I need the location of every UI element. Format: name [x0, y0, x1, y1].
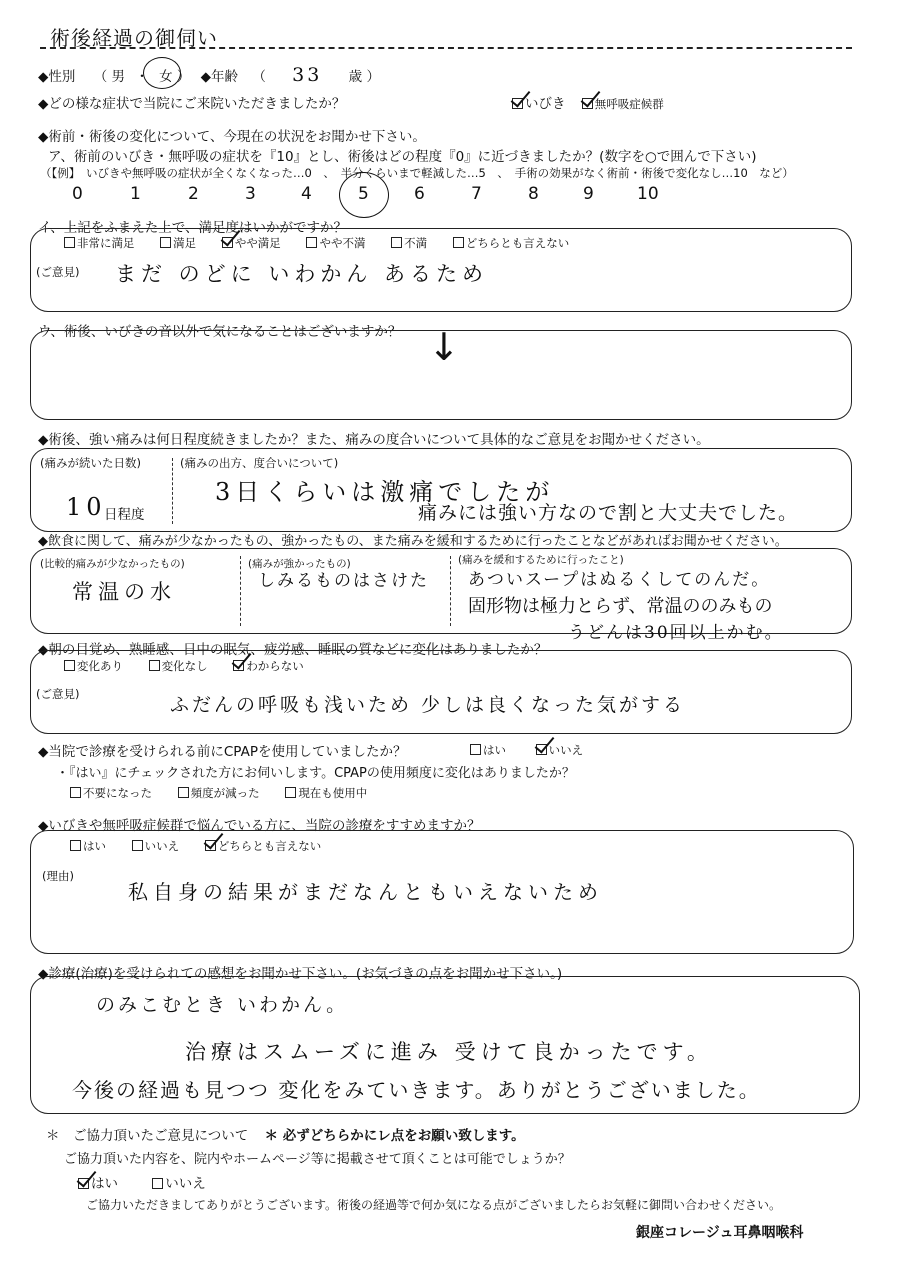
- scale-6[interactable]: 6: [414, 184, 425, 204]
- very-satisfied-label: 非常に満足: [77, 236, 135, 250]
- satisfied-label: 満足: [173, 236, 197, 250]
- change-question-a: ア、術前のいびき・無呼吸の症状を『10』とし、術後はどの程度『0』に近づきましたか？(数字を○で囲んで下さい): [48, 149, 757, 165]
- cpap-no-checkbox[interactable]: [536, 744, 547, 755]
- change-section-title: ◆術前・術後の変化について、今現在の状況をお聞かせ下さい。: [38, 129, 426, 145]
- pain-question: ◆術後、強い痛みは何日程度続きましたか？また、痛みの度合いについて具体的なご意見をお聞かせください。: [38, 432, 710, 448]
- age-label: ◆年齢: [200, 69, 239, 85]
- pain-detail-line1[interactable]: 3日くらいは激痛でしたが: [215, 478, 555, 506]
- satisfaction-opinion-label: (ご意見): [36, 265, 80, 279]
- pain-detail-line2[interactable]: 痛みには強い方なので割と大丈夫でした。: [418, 502, 799, 524]
- cpap-sub-options: [70, 785, 389, 801]
- scale-7[interactable]: 7: [471, 184, 482, 204]
- sex-age-row: ◆性別 （ 男 ・ 女 ） ◆年齢 （ 33 歳 ）: [38, 64, 380, 86]
- cpap-not-needed-label: 不要になった: [83, 786, 152, 800]
- consent-yes-checkbox[interactable]: [78, 1178, 89, 1189]
- recommend-reason-label: (理由): [42, 869, 74, 883]
- other-concerns-question: ウ、術後、いびきの音以外で気になることはございますか？: [38, 324, 402, 340]
- pain-days-unit: 日程度: [104, 507, 145, 523]
- sex-option-male[interactable]: 男: [111, 69, 125, 85]
- scale-1[interactable]: 1: [130, 184, 141, 204]
- sleep-question: ◆朝の目覚め、熟睡感、日中の眠気、疲労感、睡眠の質などに変化はありましたか？: [38, 642, 548, 658]
- change-example: （【例】 いびきや無呼吸の症状が全くなくなった…0 、 半分くらいまで軽減した…5 、 手術の効果がなく術前・術後で変化なし…10 など）: [40, 166, 794, 180]
- sleep-opinion-label: (ご意見): [36, 687, 80, 701]
- scale-5[interactable]: 5: [358, 184, 369, 204]
- consent-thanks: ご協力いただきましてありがとうございます。術後の経過等で何か気になる点がございましたらお気軽に御問い合わせください。: [86, 1198, 782, 1212]
- neither-label: どちらとも言えない: [465, 236, 570, 250]
- scale-3[interactable]: 3: [245, 184, 256, 204]
- impression-line3[interactable]: 今後の経過も見つつ 変化をみていきます。ありがとうございました。: [72, 1078, 761, 1102]
- scale-8[interactable]: 8: [528, 184, 539, 204]
- consent-title: [46, 1124, 525, 1144]
- somewhat-satisfied-label: やや満足: [234, 236, 281, 250]
- food-relief-line1[interactable]: あついスープはぬるくしてのんだ。: [468, 570, 771, 590]
- sleep-changed-label: 変化あり: [77, 659, 123, 673]
- cpap-question: ◆当院で診療を受けられる前にCPAPを使用していましたか？: [38, 744, 407, 760]
- age-close-paren: ）: [366, 69, 380, 85]
- recommend-no-label: いいえ: [144, 839, 180, 853]
- cpap-not-needed-checkbox[interactable]: [70, 787, 81, 798]
- sex-option-female[interactable]: 女: [159, 69, 173, 85]
- cpap-yes-checkbox[interactable]: [470, 744, 481, 755]
- cpap-no-label: いいえ: [548, 743, 584, 757]
- food-relief-line2[interactable]: 固形物は極力とらず、常温ののみもの: [468, 596, 773, 617]
- consent-no-label: いいえ: [165, 1176, 206, 1192]
- food-high-value[interactable]: しみるものはさけた: [258, 571, 429, 591]
- food-divider-2: [450, 556, 451, 626]
- cpap-reduced-checkbox[interactable]: [178, 787, 189, 798]
- consent-question: ご協力頂いた内容を、院内やホームページ等に掲載させて頂くことは可能でしょうか？: [64, 1152, 571, 1167]
- pain-divider: [172, 458, 173, 524]
- cpap-options: [470, 742, 583, 758]
- food-relief-line3[interactable]: うどんは30回以上かむ。: [568, 623, 784, 643]
- symptom-options: [512, 92, 664, 112]
- age-value[interactable]: 33: [292, 64, 323, 86]
- clinic-name: 銀座コレージュ耳鼻咽喉科: [636, 1225, 804, 1241]
- somewhat-dissatisfied-label: やや不満: [319, 236, 366, 250]
- cpap-reduced-label: 頻度が減った: [190, 786, 260, 800]
- recommend-reason-text[interactable]: 私自身の結果がまだなんともいえないため: [128, 880, 603, 904]
- scale-0[interactable]: 0: [72, 184, 83, 204]
- scale-2[interactable]: 2: [188, 184, 199, 204]
- scale-9[interactable]: 9: [583, 184, 594, 204]
- food-divider-1: [240, 556, 241, 626]
- dissatisfied-label: 不満: [404, 236, 428, 250]
- cpap-yes-label: はい: [483, 743, 506, 757]
- consent-yes-label: はい: [91, 1176, 118, 1192]
- impression-line1[interactable]: のみこむとき いわかん。: [96, 994, 349, 1016]
- sex-label: ◆性別: [38, 69, 76, 85]
- food-low-value[interactable]: 常温の水: [72, 580, 176, 604]
- cpap-still-using-label: 現在も使用中: [298, 786, 368, 800]
- food-low-label: (比較的痛みが少なかったもの): [40, 558, 185, 570]
- impression-line2[interactable]: 治療はスムーズに進み 受けて良かったです。: [185, 1040, 713, 1064]
- apnea-label: 無呼吸症候群: [594, 97, 664, 111]
- satisfaction-question: イ、上記をふまえた上で、満足度はいかがですか？: [38, 220, 348, 236]
- food-high-label: (痛みが強かったもの): [248, 558, 351, 570]
- pain-days-label: (痛みが続いた日数): [40, 456, 141, 470]
- selected-scale-circle: [339, 172, 389, 218]
- cpap-still-using-checkbox[interactable]: [285, 787, 296, 798]
- symptom-question: ◆どの様な症状で当院にご来院いただきましたか？: [38, 96, 346, 112]
- pain-days-value[interactable]: 10: [66, 493, 107, 521]
- sex-close-paren: ）: [176, 69, 191, 85]
- sex-open-paren: （: [93, 69, 108, 85]
- age-open-paren: （: [252, 69, 266, 85]
- recommend-question: ◆いびきや無呼吸症候群で悩んでいる方に、当院の診療をすすめますか？: [38, 818, 481, 834]
- consent-options: [78, 1172, 206, 1192]
- recommend-yes-label: はい: [83, 839, 106, 853]
- satisfaction-opinion-text[interactable]: まだ のどに いわかん あるため: [115, 262, 489, 286]
- food-relief-label: (痛みを緩和するために行ったこと): [458, 554, 624, 566]
- scale-10[interactable]: 10: [637, 184, 659, 204]
- recommend-neither-label: どちらとも言えない: [217, 839, 322, 853]
- snoring-label: いびき: [525, 96, 566, 112]
- pain-detail-label: (痛みの出方、度合いについて): [180, 456, 339, 470]
- female-circle-mark: [143, 57, 181, 89]
- scale-4[interactable]: 4: [301, 184, 312, 204]
- sleep-opinion-text[interactable]: ふだんの呼吸も浅いため 少しは良くなった気がする: [170, 694, 686, 716]
- consent-title-prefix: ＊ ご協力頂いたご意見について: [46, 1128, 249, 1144]
- impression-question: ◆診療(治療)を受けられての感想をお聞かせ下さい。(お気づきの点をお聞かせ下さい。): [38, 966, 563, 982]
- consent-title-emphasis: ＊ 必ずどちらかにレ点をお願い致します。: [264, 1128, 525, 1144]
- food-question: ◆飲食に関して、痛みが少なかったもの、強かったもの、また痛みを緩和するために行ったことなどがあればお聞かせください。: [38, 534, 788, 549]
- page-title: 術後経過の御伺い: [50, 26, 218, 50]
- snoring-checkbox[interactable]: [512, 98, 523, 109]
- sleep-unknown-label: わからない: [246, 659, 304, 673]
- title-divider: [40, 47, 852, 49]
- sleep-unchanged-label: 変化なし: [161, 659, 208, 673]
- down-arrow-icon: ↓: [428, 325, 460, 369]
- age-unit: 歳: [348, 69, 363, 85]
- cpap-sub-question: ・『はい』にチェックされた方にお伺いします。CPAPの使用頻度に変化はありましたか？: [56, 766, 575, 781]
- apnea-checkbox[interactable]: [582, 98, 593, 109]
- consent-no-checkbox[interactable]: [152, 1178, 163, 1189]
